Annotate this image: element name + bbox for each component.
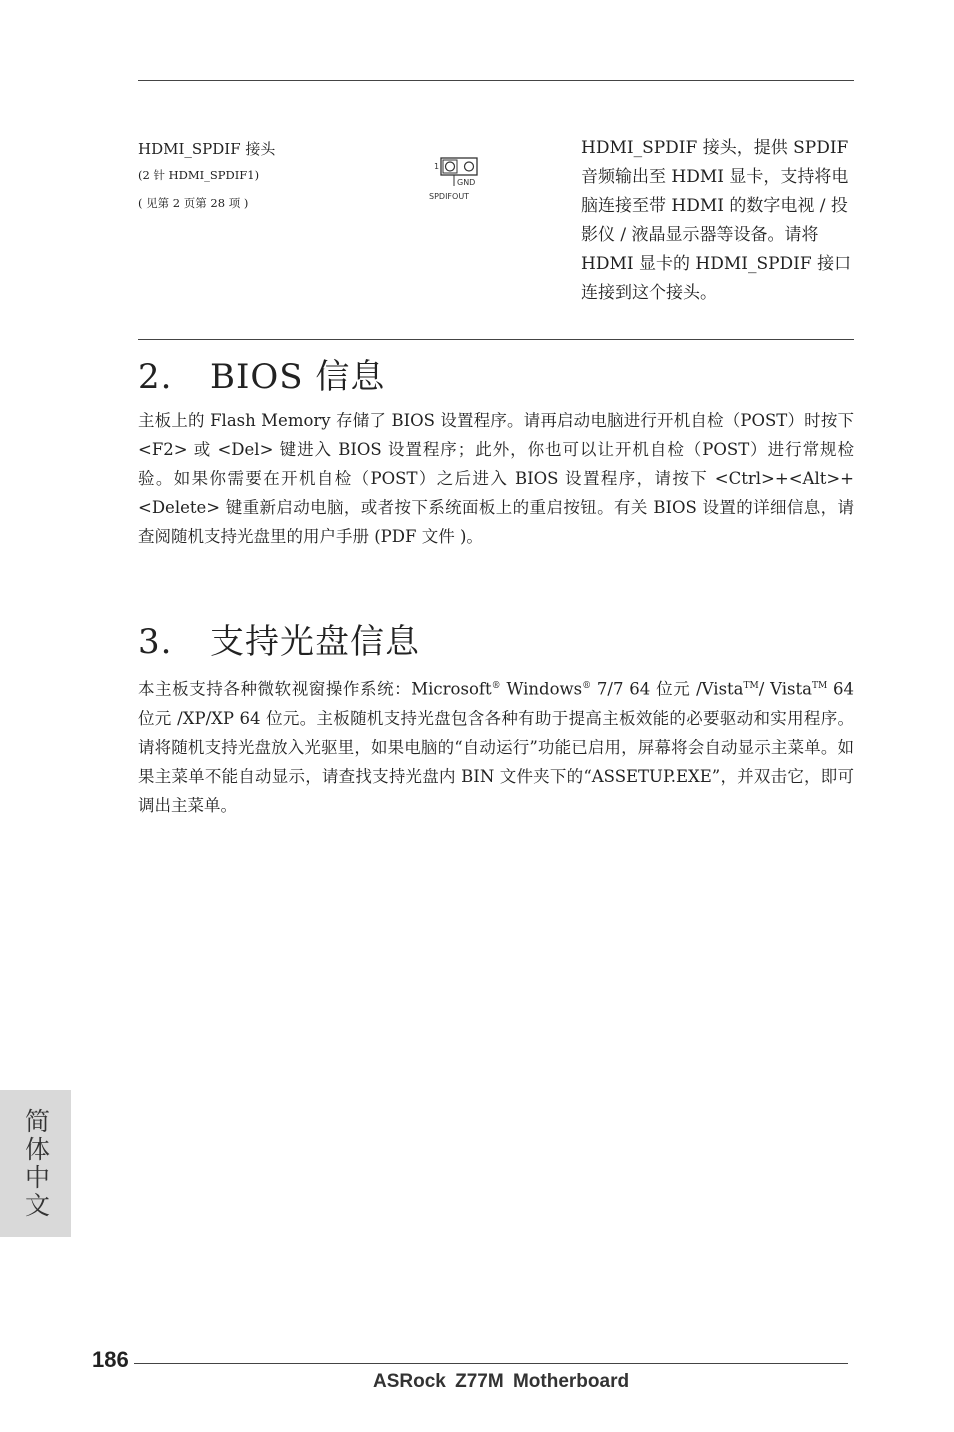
- gnd-label: GND: [457, 178, 476, 187]
- registered-mark-2: ®: [582, 681, 592, 691]
- cd-heading-title: 支持光盘信息: [210, 622, 420, 662]
- language-side-tab: [0, 1090, 71, 1237]
- cd-body-part2: Windows: [500, 679, 583, 699]
- header-outline: [441, 158, 477, 175]
- pin1-hole: [446, 162, 455, 171]
- cd-body-part1: 本主板支持各种微软视窗操作系统：Microsoft: [138, 679, 492, 699]
- cd-body-part4: / Vista: [758, 679, 812, 699]
- cd-body-part3: 7/7 64 位元 /Vista: [591, 679, 744, 699]
- page-number: 186: [92, 1347, 129, 1372]
- bios-body: 主板上的 Flash Memory 存储了 BIOS 设置程序。请再启动电脑进行开机自检（POST）时按下 <F2> 或 <Del> 键进入 BIOS 设置程序；此外，你也可以让开机自检（POST）进行常规检验。如果你需要在开机自检（POST）之后进入 BIOS 设置程序，请按下 <Ctrl>+<Alt>+<Delete> 键重新启动电脑，或者按下系统面板上的重启按钮。有关 BIOS 设置的详细信息，请查阅随机支持光盘里的用户手册 (PDF 文件 )。: [138, 411, 854, 546]
- top-rule: [138, 80, 854, 81]
- bios-heading-title: BIOS 信息: [210, 357, 386, 397]
- connector-name: HDMI_SPDIF 接头: [138, 140, 276, 158]
- cd-body-part5: 64 位元 /XP/XP 64 位元。主板随机支持光盘包含各种有助于提高主板效能的必要驱动和实用程序。请将随机支持光盘放入光驱里，如果电脑的“自动运行”功能已启用，屏幕将会自动显示主菜单。如果主菜单不能自动显示，请查找支持光盘内 BIN 文件夹下的“ASSETUP.EXE”，并双击它，即可调出主菜单。: [138, 679, 855, 815]
- connector-ref: ( 见第 2 页第 28 项 ): [138, 196, 249, 210]
- trademark-2: TM: [811, 681, 828, 691]
- pin1-label: 1: [434, 162, 440, 171]
- connector-info: [138, 137, 438, 217]
- bios-heading-number: 2.: [138, 357, 173, 397]
- spdif-header-diagram: [426, 154, 492, 202]
- pin2-hole: [465, 162, 474, 171]
- bios-heading: [138, 357, 385, 397]
- spdifout-label: SPDIFOUT: [429, 192, 470, 201]
- registered-mark-1: ®: [491, 681, 501, 691]
- trademark-1: TM: [743, 681, 759, 691]
- section-rule: [138, 339, 854, 340]
- connector-description: HDMI_SPDIF 接头，提供 SPDIF 音频输出至 HDMI 显卡，支持将电脑连接至带 HDMI 的数字电视 / 投影仪 / 液晶显示器等设备。请将 HDMI 显卡的 HDMI_SPDIF 接口连接到这个接头。: [581, 138, 852, 303]
- cd-body: [138, 672, 854, 820]
- footer-title: ASRock Z77M Motherboard: [373, 1371, 630, 1392]
- cd-heading: [138, 622, 420, 662]
- language-tab-label: 简体中文: [21, 1107, 51, 1220]
- cd-heading-number: 3.: [138, 622, 173, 662]
- footer-rule: [134, 1363, 848, 1364]
- connector-pins: (2 针 HDMI_SPDIF1): [138, 168, 260, 182]
